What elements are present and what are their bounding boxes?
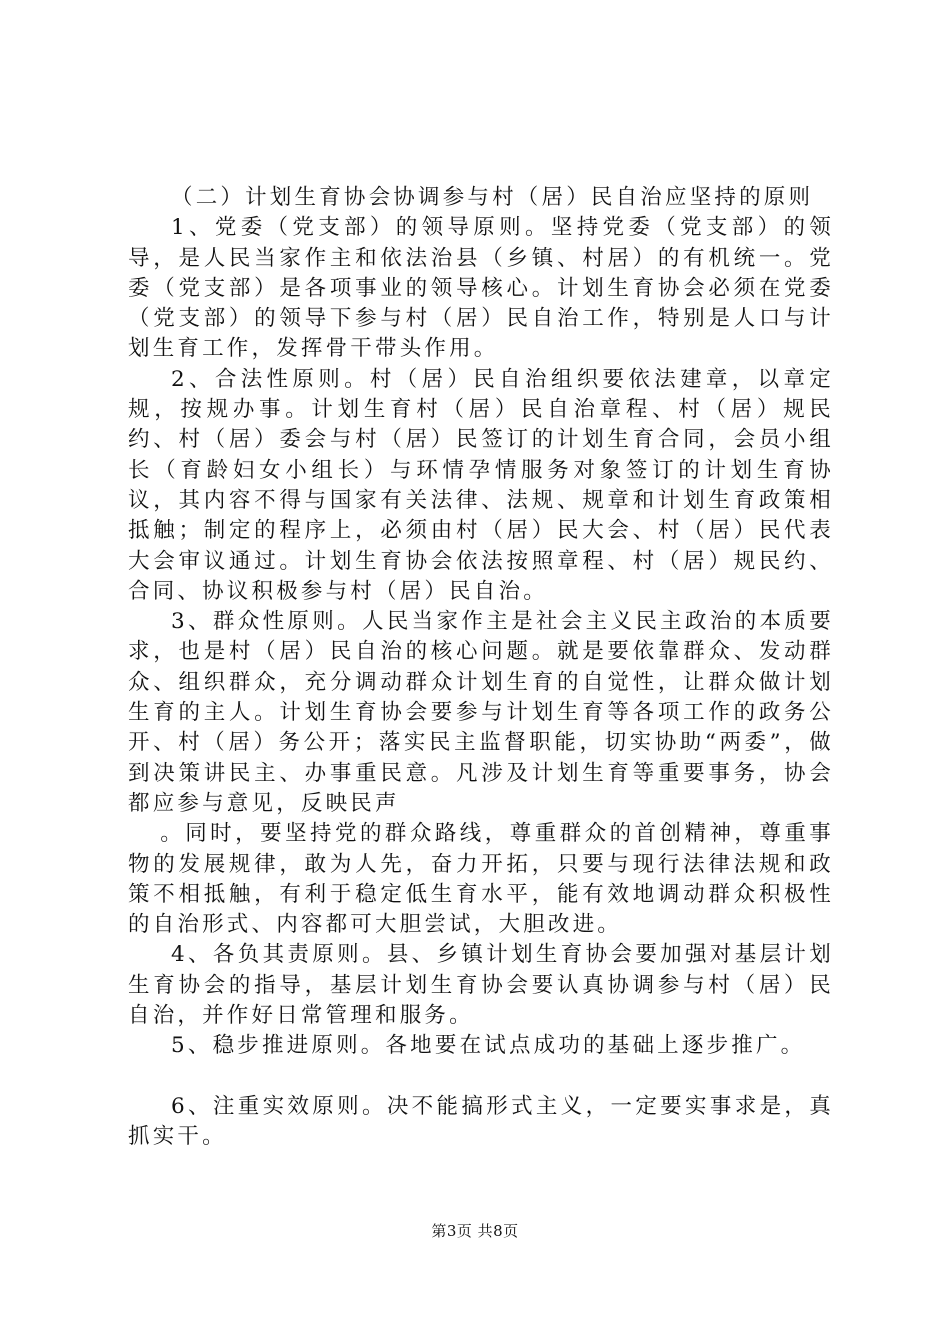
- paragraph-principle-4: 4、各负其责原则。县、乡镇计划生育协会要加强对基层计划生育协会的指导，基层计划生育协会要认真协调参与村（居）民自治，并作好日常管理和服务。: [128, 942, 834, 1029]
- paragraph-principle-5: 5、稳步推进原则。各地要在试点成功的基础上逐步推广。: [171, 1033, 806, 1059]
- page-number-footer: 第3页 共8页: [431, 1222, 519, 1240]
- paragraph-principle-1: 1、党委（党支部）的领导原则。坚持党委（党支部）的领导，是人民当家作主和依法治县（乡镇、村居）的有机统一。党委（党支部）是各项事业的领导核心。计划生育协会必须在党委（党支部）的领导下参与村（居）民自治工作，特别是人口与计划生育工作，发挥骨干带头作用。: [128, 215, 834, 362]
- paragraph-principle-3-continued: 。同时，要坚持党的群众路线，尊重群众的首创精神，尊重事物的发展规律，敢为人先，奋力开拓，只要与现行法律法规和政策不相抵触，有利于稳定低生育水平，能有效地调动群众积极性的自治形式、内容都可大胆尝试，大胆改进。: [128, 821, 834, 938]
- document-body: [128, 183, 834, 1152]
- paragraph-principle-6: 6、注重实效原则。决不能搞形式主义，一定要实事求是，真抓实干。: [128, 1093, 834, 1149]
- paragraph-principle-2: 2、合法性原则。村（居）民自治组织要依法建章，以章定规，按规办事。计划生育村（居）民自治章程、村（居）规民约、村（居）委会与村（居）民签订的计划生育合同，会员小组长（育龄妇女小组长）与环情孕情服务对象签订的计划生育协议，其内容不得与国家有关法律、法规、规章和计划生育政策相抵触；制定的程序上，必须由村（居）民大会、村（居）民代表大会审议通过。计划生育协会依法按照章程、村（居）规民约、合同、协议积极参与村（居）民自治。: [128, 366, 834, 604]
- section-heading: （二）计划生育协会协调参与村（居）民自治应坚持的原则: [171, 185, 814, 210]
- paragraph-principle-3: 3、群众性原则。人民当家作主是社会主义民主政治的本质要求，也是村（居）民自治的核心问题。就是要依靠群众、发动群众、组织群众，充分调动群众计划生育的自觉性，让群众做计划生育的主人。计划生育协会要参与计划生育等各项工作的政务公开、村（居）务公开；落实民主监督职能，切实协助“两委”，做到决策讲民主、办事重民意。凡涉及计划生育等重要事务，协会都应参与意见，反映民声: [128, 609, 834, 816]
